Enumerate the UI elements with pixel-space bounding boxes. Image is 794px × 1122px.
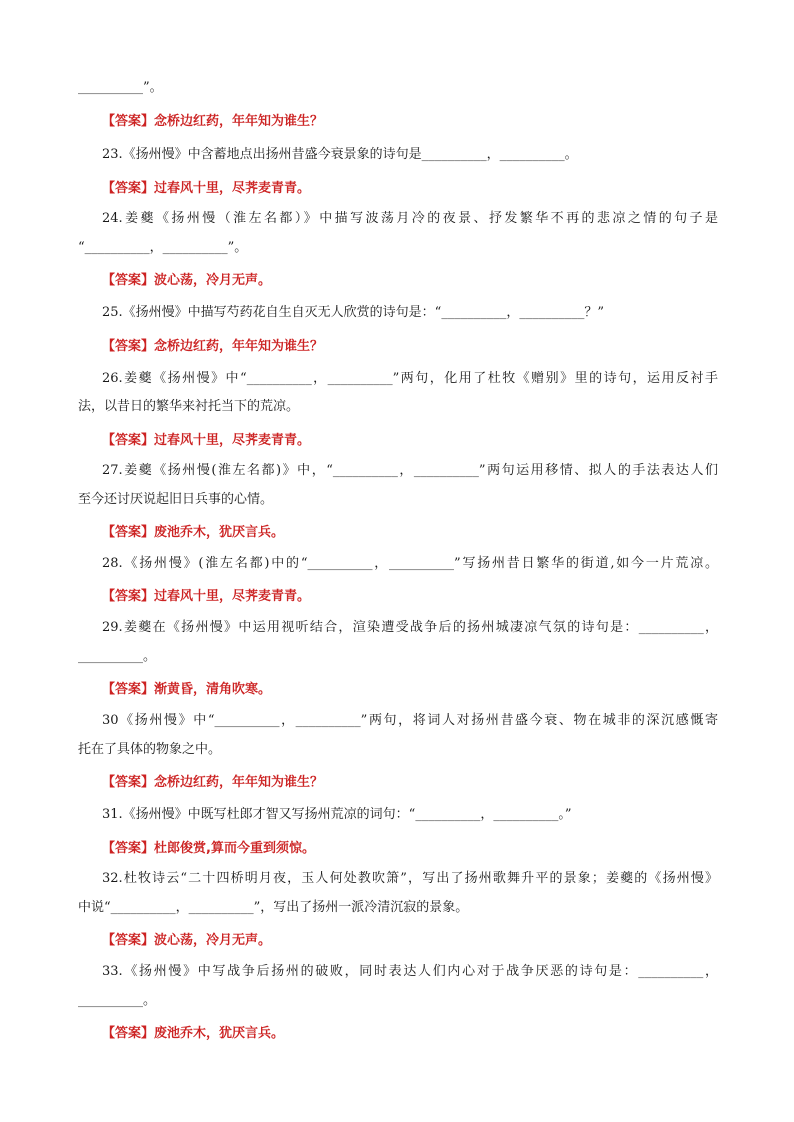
- q26-line2: 法，以昔日的繁华来衬托当下的荒凉。: [78, 399, 300, 414]
- q33-answer: 【答案】废池乔木，犹厌言兵。: [102, 1026, 285, 1041]
- q22-answer: 【答案】念桥边红药，年年知为谁生？: [102, 114, 324, 129]
- q29-line1: 29.姜夔在《扬州慢》中运用视听结合，渲染遭受战争后的扬州城凄凉气氛的诗句是：__________，: [102, 620, 718, 635]
- q30-answer: 【答案】念桥边红药，年年知为谁生？: [102, 775, 324, 790]
- q31-answer: 【答案】杜郎俊赏,算而今重到须惊。: [102, 841, 315, 856]
- q32-line2: 中说“__________，__________”，写出了扬州一派冷清沉寂的景象。: [78, 900, 469, 915]
- q25-line1: 25.《扬州慢》中描写芍药花自生自灭无人欣赏的诗句是：“__________，__________？”: [102, 305, 604, 320]
- q33-line1: 33.《扬州慢》中写战争后扬州的破败，同时表达人们内心对于战争厌恶的诗句是：__________，: [102, 964, 718, 979]
- q28-answer: 【答案】过春风十里，尽荠麦青青。: [102, 589, 311, 604]
- q24-answer: 【答案】波心荡，冷月无声。: [102, 273, 272, 288]
- q26-line1: 26.姜夔《扬州慢》中“__________，__________”两句，化用了杜牧《赠别》里的诗句，运用反衬手: [102, 371, 718, 386]
- q25-answer: 【答案】念桥边红药，年年知为谁生？: [102, 339, 324, 354]
- q31-line1: 31.《扬州慢》中既写杜郎才智又写扬州荒凉的词句：“__________，__________。”: [102, 807, 572, 822]
- q24-line2: “__________，__________”。: [78, 240, 248, 255]
- q32-answer: 【答案】波心荡，冷月无声。: [102, 933, 272, 948]
- q24-line1: 24.姜夔《扬州慢（淮左名都）》中描写波荡月冷的夜景、抒发繁华不再的悲凉之情的句子是: [102, 211, 718, 226]
- q27-line2: 至今还讨厌说起旧日兵事的心情。: [78, 492, 274, 507]
- q28-line1: 28.《扬州慢》(淮左名都)中的“__________，__________”写扬州昔日繁华的街道,如今一片荒凉。: [102, 556, 718, 571]
- q32-line1: 32.杜牧诗云“二十四桥明月夜，玉人何处教吹箫”，写出了扬州歌舞升平的景象；姜夔的《扬州慢》: [102, 871, 718, 886]
- q30-line1: 30《扬州慢》中“__________，__________”两句，将词人对扬州昔盛今衰、物在城非的深沉感慨寄: [102, 713, 718, 728]
- q22-line2: __________”。: [78, 80, 163, 95]
- q26-answer: 【答案】过春风十里，尽荠麦青青。: [102, 433, 311, 448]
- q30-line2: 托在了具体的物象之中。: [78, 742, 222, 757]
- q27-answer: 【答案】废池乔木，犹厌言兵。: [102, 525, 285, 540]
- q27-line1: 27.姜夔《扬州慢(淮左名都)》中，“__________，__________”两句运用移情、拟人的手法表达人们: [102, 463, 718, 478]
- q23-answer: 【答案】过春风十里，尽荠麦青青。: [102, 181, 311, 196]
- q23-line1: 23.《扬州慢》中含蓄地点出扬州昔盛今衰景象的诗句是__________，__________。: [102, 147, 578, 162]
- q29-answer: 【答案】渐黄昏，清角吹寒。: [102, 682, 272, 697]
- q29-line2: __________。: [78, 649, 157, 664]
- q33-line2: __________。: [78, 993, 157, 1008]
